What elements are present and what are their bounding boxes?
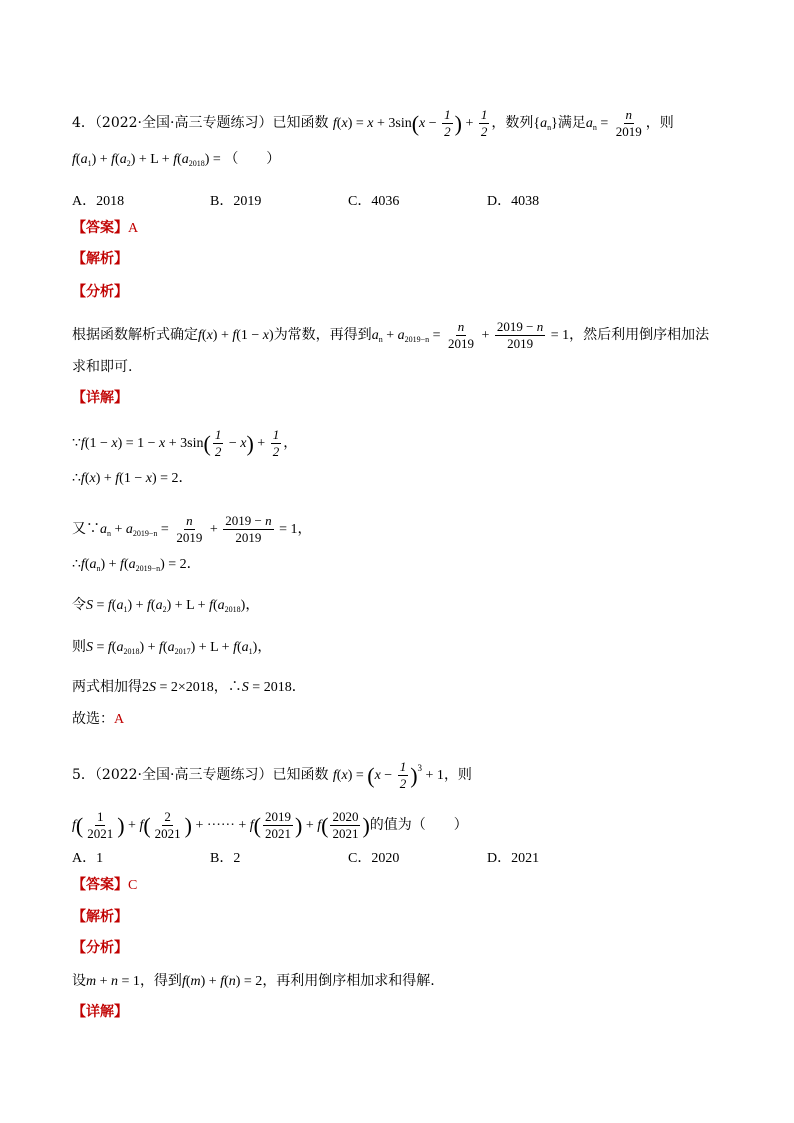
q4-analysis-tag: 【解析】 — [72, 251, 128, 267]
because-symbol: ∵ — [72, 435, 81, 452]
q4-detail-tag: 【详解】 — [72, 390, 128, 406]
q5-answer-value: C — [128, 878, 138, 893]
q4-answer-value: A — [128, 221, 139, 236]
q4-source: （2022·全国·高三专题练习） — [94, 115, 273, 132]
q5-number: 5． — [72, 767, 95, 784]
q5-fenxi-tag: 【分析】 — [72, 940, 128, 956]
q5-stem-a: 已知函数 — [272, 767, 329, 784]
q4-blank: （ ） — [224, 151, 281, 167]
q4-step2-formula: f(x) + f(1 − x) = 2． — [80, 471, 193, 486]
q4-function-formula: f(x) = x + 3sin(x − $\frac{1}{2}$ ) + $\frac{1}{2}$ — [332, 107, 488, 140]
q4-step3 — [72, 514, 311, 546]
q5-stem-line2 — [72, 810, 468, 842]
q4-stem-line2 — [72, 152, 280, 168]
q4-number: 4． — [72, 115, 95, 132]
q4-choice-b[interactable]: B．2019 — [210, 194, 262, 209]
q4-choose-letter: A — [114, 712, 125, 727]
q4-stem-c: 满足 — [557, 115, 586, 132]
q4-step2 — [72, 471, 193, 486]
q5-choice-c[interactable]: C．2020 — [348, 851, 400, 866]
q4-choice-d[interactable]: D．4038 — [487, 194, 540, 209]
q4-step1-formula: f(1 − x) = 1 − x + 3sin( $\frac{1}{2}$ − x) + $\frac{1}{2}$ ， — [80, 427, 298, 460]
q5-fenxi-expr1: m + n = 1 — [86, 974, 140, 989]
q4-fenxi-expr1: f(x) + f(1 − x) — [198, 328, 274, 344]
q4-stem-b: ，数列 — [491, 115, 534, 132]
q4-step7-formula-b: S = 2018． — [241, 680, 306, 695]
q4-step3-prefix: 又∵ — [72, 521, 100, 538]
q4-step7 — [72, 680, 306, 695]
q5-answer-tag: 【答案】 — [72, 877, 128, 893]
q4-step1 — [72, 428, 297, 460]
q4-step5 — [72, 598, 259, 614]
q5-stem-b: ，则 — [443, 767, 472, 784]
q4-choice-a[interactable]: A．2018 — [72, 194, 125, 209]
q5-fenxi-b: ，得到 — [139, 973, 182, 989]
q5-fenxi-expr2: f(m) + f(n) = 2 — [181, 974, 263, 989]
q4-step4-formula: $f(a_n) + f(a_{2019-n}) = 2$． — [80, 557, 201, 573]
q5-fenxi-c: ，再利用倒序相加求和得解. — [262, 973, 435, 989]
q4-fenxi-expr2: $a_n + a_{2019-n}$ = $\frac{n}{2019}$ + $\frac{2019 - n}{2019}$ = 1 — [371, 319, 570, 352]
q4-answer-tag: 【答案】 — [72, 220, 128, 236]
q4-step5-prefix: 令 — [72, 597, 86, 613]
q4-stem-a: 已知函数 — [272, 115, 329, 132]
q4-choice-c[interactable]: C．4036 — [348, 194, 400, 209]
therefore-symbol: ∴ — [72, 556, 81, 572]
q4-choose-line — [72, 712, 124, 727]
q4-step7-text: 两式相加得 — [72, 679, 142, 695]
q4-step6-formula: $S = f(a_{2018}) + f(a_{2017}) + L + f(a_1)$， — [86, 640, 272, 656]
q5-choice-a[interactable]: A．1 — [72, 851, 104, 866]
q5-detail-tag: 【详解】 — [72, 1004, 128, 1020]
q5-fenxi-line — [72, 974, 435, 989]
q4-fenxi-line2: 求和即可. — [72, 359, 133, 375]
q4-step7-mid: ，∴ — [213, 679, 242, 695]
q5-source: （2022·全国·高三专题练习） — [94, 767, 273, 784]
q4-step3-formula: $a_n + a_{2019-n}$ = $\frac{n}{2019}$ + $\frac{2019 - n}{2019}$ = 1， — [100, 513, 312, 546]
q4-sum-expression: $f(a_1) + f(a_2) + L + f(a_{2018})$ = — [72, 152, 225, 168]
q4-fenxi-line1 — [72, 320, 709, 352]
q4-sequence-symbol: $\{a_n\}$ — [533, 116, 558, 133]
q5-sum-expression: f( $\frac{1}{2021}$ ) + f( $\frac{2}{2021}$ ) + ······ + f( $\frac{2019}{2021}$ ) + f( $\frac{2020}{2021}$ ) — [72, 809, 370, 842]
q4-step5-formula: $S = f(a_1) + f(a_2) + L + f(a_{2018})$， — [86, 598, 260, 614]
q5-choice-d[interactable]: D．2021 — [487, 851, 540, 866]
q4-sequence-formula: $a_n$ = $\frac{n}{2019}$ — [585, 107, 642, 140]
q4-answer-line — [72, 221, 138, 236]
q4-fenxi-b: 为常数，再得到 — [273, 327, 372, 344]
q4-fenxi-c: ，然后利用倒序相加法 — [569, 327, 710, 344]
q5-choice-b[interactable]: B．2 — [210, 851, 241, 866]
q4-fenxi-tag: 【分析】 — [72, 284, 128, 300]
q5-fenxi-a: 设 — [72, 973, 86, 989]
q4-step7-formula-a: 2S = 2×2018 — [142, 680, 214, 695]
q5-answer-line — [72, 878, 137, 893]
q5-function-formula: f(x) = (x − $\frac{1}{2}$ )$^3$ + 1 — [332, 759, 444, 792]
q4-choose-text: 故选： — [72, 711, 114, 727]
q5-stem-tail: 的值为（ ） — [369, 817, 468, 834]
therefore-symbol: ∴ — [72, 470, 81, 486]
q5-stem-line — [72, 760, 472, 792]
q4-stem-line — [72, 108, 674, 140]
q4-stem-d: ，则 — [645, 115, 674, 132]
q5-analysis-tag: 【解析】 — [72, 909, 128, 925]
q4-fenxi-a: 根据函数解析式确定 — [72, 327, 198, 344]
q4-step6-prefix: 则 — [72, 639, 86, 655]
q4-step4 — [72, 557, 201, 573]
q4-step6 — [72, 640, 271, 656]
